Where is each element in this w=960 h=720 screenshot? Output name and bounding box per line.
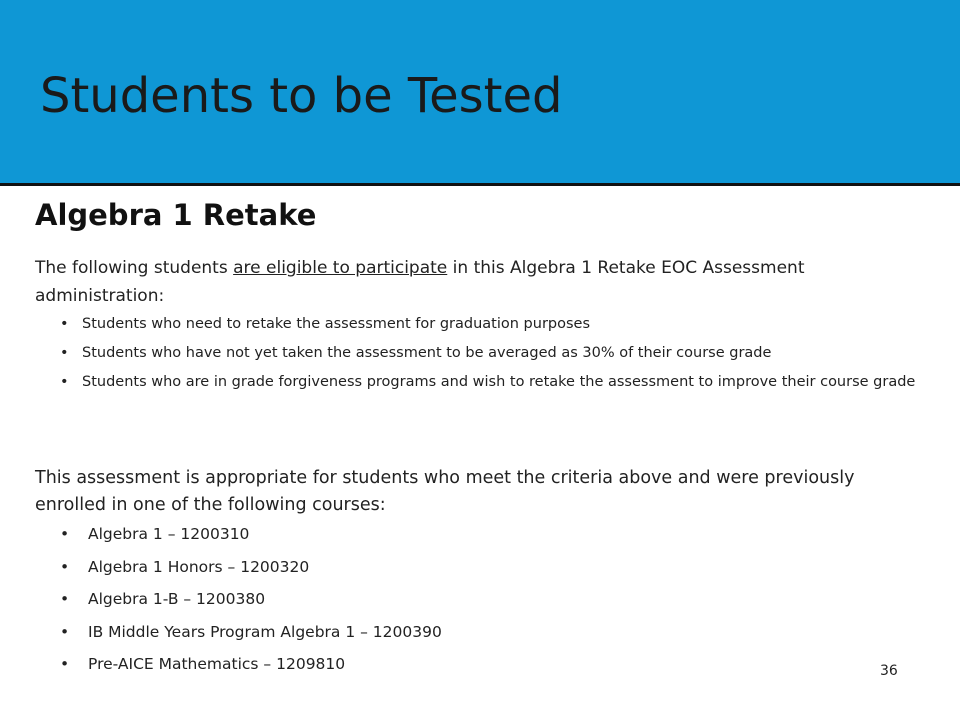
list-item: • Pre-AICE Mathematics – 1209810 [60,652,760,685]
page-title: Students to be Tested [40,68,563,124]
eligible-students-list [60,314,920,401]
list-item: • Students who have not yet taken the assessment to be averaged as 30% of their course grade [60,343,920,364]
intro-text-start: The following students [35,258,234,278]
list-item: • IB Middle Years Program Algebra 1 – 1200390 [60,620,760,653]
title-banner [0,0,960,183]
intro-underlined-text: are eligible to participate [233,258,448,278]
list-item: • Algebra 1-B – 1200380 [60,587,760,620]
intro-paragraph [35,254,915,310]
header-divider [0,183,960,186]
list-item: • Students who need to retake the assessment for graduation purposes [60,314,920,335]
courses-list [60,522,760,685]
list-item: • Students who are in grade forgiveness programs and wish to retake the assessment to improve their course grade [60,372,920,393]
list-item: • Algebra 1 Honors – 1200320 [60,555,760,588]
courses-intro-paragraph: This assessment is appropriate for students who meet the criteria above and were previously enrolled in one of the following courses: [35,468,855,515]
intro-text-end: in this Algebra 1 Retake EOC Assessment administration: [35,258,805,306]
list-item: • Algebra 1 – 1200310 [60,522,760,555]
page-number: 36 [880,663,898,679]
section-heading: Algebra 1 Retake [35,198,317,232]
